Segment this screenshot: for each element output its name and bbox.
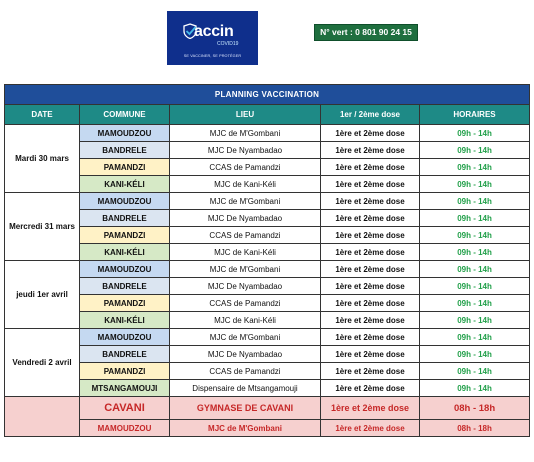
lieu-cell: GYMNASE DE CAVANI xyxy=(170,397,321,420)
dose-cell: 1ère et 2ème dose xyxy=(321,193,420,210)
dose-cell: 1ère et 2ème dose xyxy=(321,329,420,346)
date-cell: jeudi 1er avril xyxy=(5,261,80,329)
hours-cell: 09h - 14h xyxy=(420,295,530,312)
hours-cell: 09h - 14h xyxy=(420,363,530,380)
header-lieu: LIEU xyxy=(170,105,321,125)
commune-cell: MAMOUDZOU xyxy=(80,261,170,278)
dose-cell: 1ère et 2ème dose xyxy=(321,363,420,380)
hours-cell: 09h - 14h xyxy=(420,380,530,397)
vaccination-schedule-table xyxy=(4,84,530,437)
dose-cell: 1ère et 2ème dose xyxy=(321,346,420,363)
lieu-cell: MJC de M'Gombani xyxy=(170,193,321,210)
commune-cell: CAVANI xyxy=(80,397,170,420)
table-row xyxy=(5,363,530,380)
commune-cell: PAMANDZI xyxy=(80,363,170,380)
dose-cell: 1ère et 2ème dose xyxy=(321,261,420,278)
dose-cell: 1ère et 2ème dose xyxy=(321,176,420,193)
hours-cell: 08h - 18h xyxy=(420,397,530,420)
commune-cell: BANDRELE xyxy=(80,346,170,363)
commune-cell: MTSANGAMOUJI xyxy=(80,380,170,397)
table-row xyxy=(5,227,530,244)
commune-cell: BANDRELE xyxy=(80,210,170,227)
date-cell: Vendredi 2 avril xyxy=(5,329,80,397)
hours-cell: 09h - 14h xyxy=(420,176,530,193)
hours-cell: 09h - 14h xyxy=(420,210,530,227)
dose-cell: 1ère et 2ème dose xyxy=(321,227,420,244)
table-row xyxy=(5,142,530,159)
hours-cell: 09h - 14h xyxy=(420,346,530,363)
dose-cell: 1ère et 2ème dose xyxy=(321,312,420,329)
logo-tagline: SE VACCINER, SE PROTÉGER xyxy=(183,54,242,58)
table-row xyxy=(5,312,530,329)
lieu-cell: MJC De Nyambadao xyxy=(170,210,321,227)
table-row xyxy=(5,159,530,176)
lieu-cell: MJC de Kani-Kéli xyxy=(170,244,321,261)
lieu-cell: MJC de M'Gombani xyxy=(170,125,321,142)
dose-cell: 1ère et 2ème dose xyxy=(321,142,420,159)
lieu-cell: CCAS de Pamandzi xyxy=(170,159,321,176)
date-cell: Mardi 30 mars xyxy=(5,125,80,193)
commune-cell: MAMOUDZOU xyxy=(80,193,170,210)
lieu-cell: MJC de M'Gombani xyxy=(170,261,321,278)
header-date: DATE xyxy=(5,105,80,125)
date-cell: Mercredi 31 mars xyxy=(5,193,80,261)
dose-cell: 1ère et 2ème dose xyxy=(321,278,420,295)
table-row xyxy=(5,295,530,312)
dose-cell: 1ère et 2ème dose xyxy=(321,295,420,312)
lieu-cell: MJC De Nyambadao xyxy=(170,278,321,295)
lieu-cell: MJC De Nyambadao xyxy=(170,142,321,159)
hours-cell: 09h - 14h xyxy=(420,261,530,278)
table-row xyxy=(5,176,530,193)
table-row xyxy=(5,380,530,397)
table-row xyxy=(5,244,530,261)
dose-cell: 1ère et 2ème dose xyxy=(321,397,420,420)
lieu-cell: MJC de M'Gombani xyxy=(170,420,321,437)
hours-cell: 09h - 14h xyxy=(420,278,530,295)
commune-cell: KANI-KÉLI xyxy=(80,244,170,261)
dose-cell: 1ère et 2ème dose xyxy=(321,244,420,261)
table-row xyxy=(5,420,530,437)
logo-word: accin xyxy=(194,23,234,40)
hours-cell: 09h - 14h xyxy=(420,159,530,176)
commune-cell: BANDRELE xyxy=(80,142,170,159)
dose-cell: 1ère et 2ème dose xyxy=(321,420,420,437)
table-row xyxy=(5,193,530,210)
dose-cell: 1ère et 2ème dose xyxy=(321,380,420,397)
table-row xyxy=(5,125,530,142)
header-commune: COMMUNE xyxy=(80,105,170,125)
vaccin-covid-logo xyxy=(167,11,258,65)
lieu-cell: MJC de M'Gombani xyxy=(170,329,321,346)
logo-sub: COVID19 xyxy=(217,41,239,47)
schedule-body xyxy=(5,125,530,437)
hotline-badge: N° vert : 0 801 90 24 15 xyxy=(314,24,418,41)
lieu-cell: Dispensaire de Mtsangamouji xyxy=(170,380,321,397)
commune-cell: MAMOUDZOU xyxy=(80,420,170,437)
lieu-cell: CCAS de Pamandzi xyxy=(170,227,321,244)
commune-cell: BANDRELE xyxy=(80,278,170,295)
hours-cell: 09h - 14h xyxy=(420,312,530,329)
lieu-cell: CCAS de Pamandzi xyxy=(170,295,321,312)
date-cell xyxy=(5,397,80,437)
dose-cell: 1ère et 2ème dose xyxy=(321,125,420,142)
dose-cell: 1ère et 2ème dose xyxy=(321,210,420,227)
lieu-cell: CCAS de Pamandzi xyxy=(170,363,321,380)
hours-cell: 08h - 18h xyxy=(420,420,530,437)
table-row xyxy=(5,397,530,420)
commune-cell: PAMANDZI xyxy=(80,227,170,244)
lieu-cell: MJC De Nyambadao xyxy=(170,346,321,363)
commune-cell: PAMANDZI xyxy=(80,159,170,176)
commune-cell: MAMOUDZOU xyxy=(80,329,170,346)
dose-cell: 1ère et 2ème dose xyxy=(321,159,420,176)
hours-cell: 09h - 14h xyxy=(420,227,530,244)
commune-cell: MAMOUDZOU xyxy=(80,125,170,142)
hours-cell: 09h - 14h xyxy=(420,244,530,261)
table-row xyxy=(5,329,530,346)
commune-cell: KANI-KÉLI xyxy=(80,176,170,193)
table-row xyxy=(5,210,530,227)
header-dose: 1er / 2ème dose xyxy=(321,105,420,125)
lieu-cell: MJC de Kani-Kéli xyxy=(170,176,321,193)
commune-cell: KANI-KÉLI xyxy=(80,312,170,329)
hours-cell: 09h - 14h xyxy=(420,125,530,142)
hours-cell: 09h - 14h xyxy=(420,329,530,346)
table-row xyxy=(5,346,530,363)
lieu-cell: MJC de Kani-Kéli xyxy=(170,312,321,329)
table-row xyxy=(5,261,530,278)
commune-cell: PAMANDZI xyxy=(80,295,170,312)
header-horaires: HORAIRES xyxy=(420,105,530,125)
table-row xyxy=(5,278,530,295)
table-title: PLANNING VACCINATION xyxy=(5,85,530,105)
hours-cell: 09h - 14h xyxy=(420,193,530,210)
hours-cell: 09h - 14h xyxy=(420,142,530,159)
